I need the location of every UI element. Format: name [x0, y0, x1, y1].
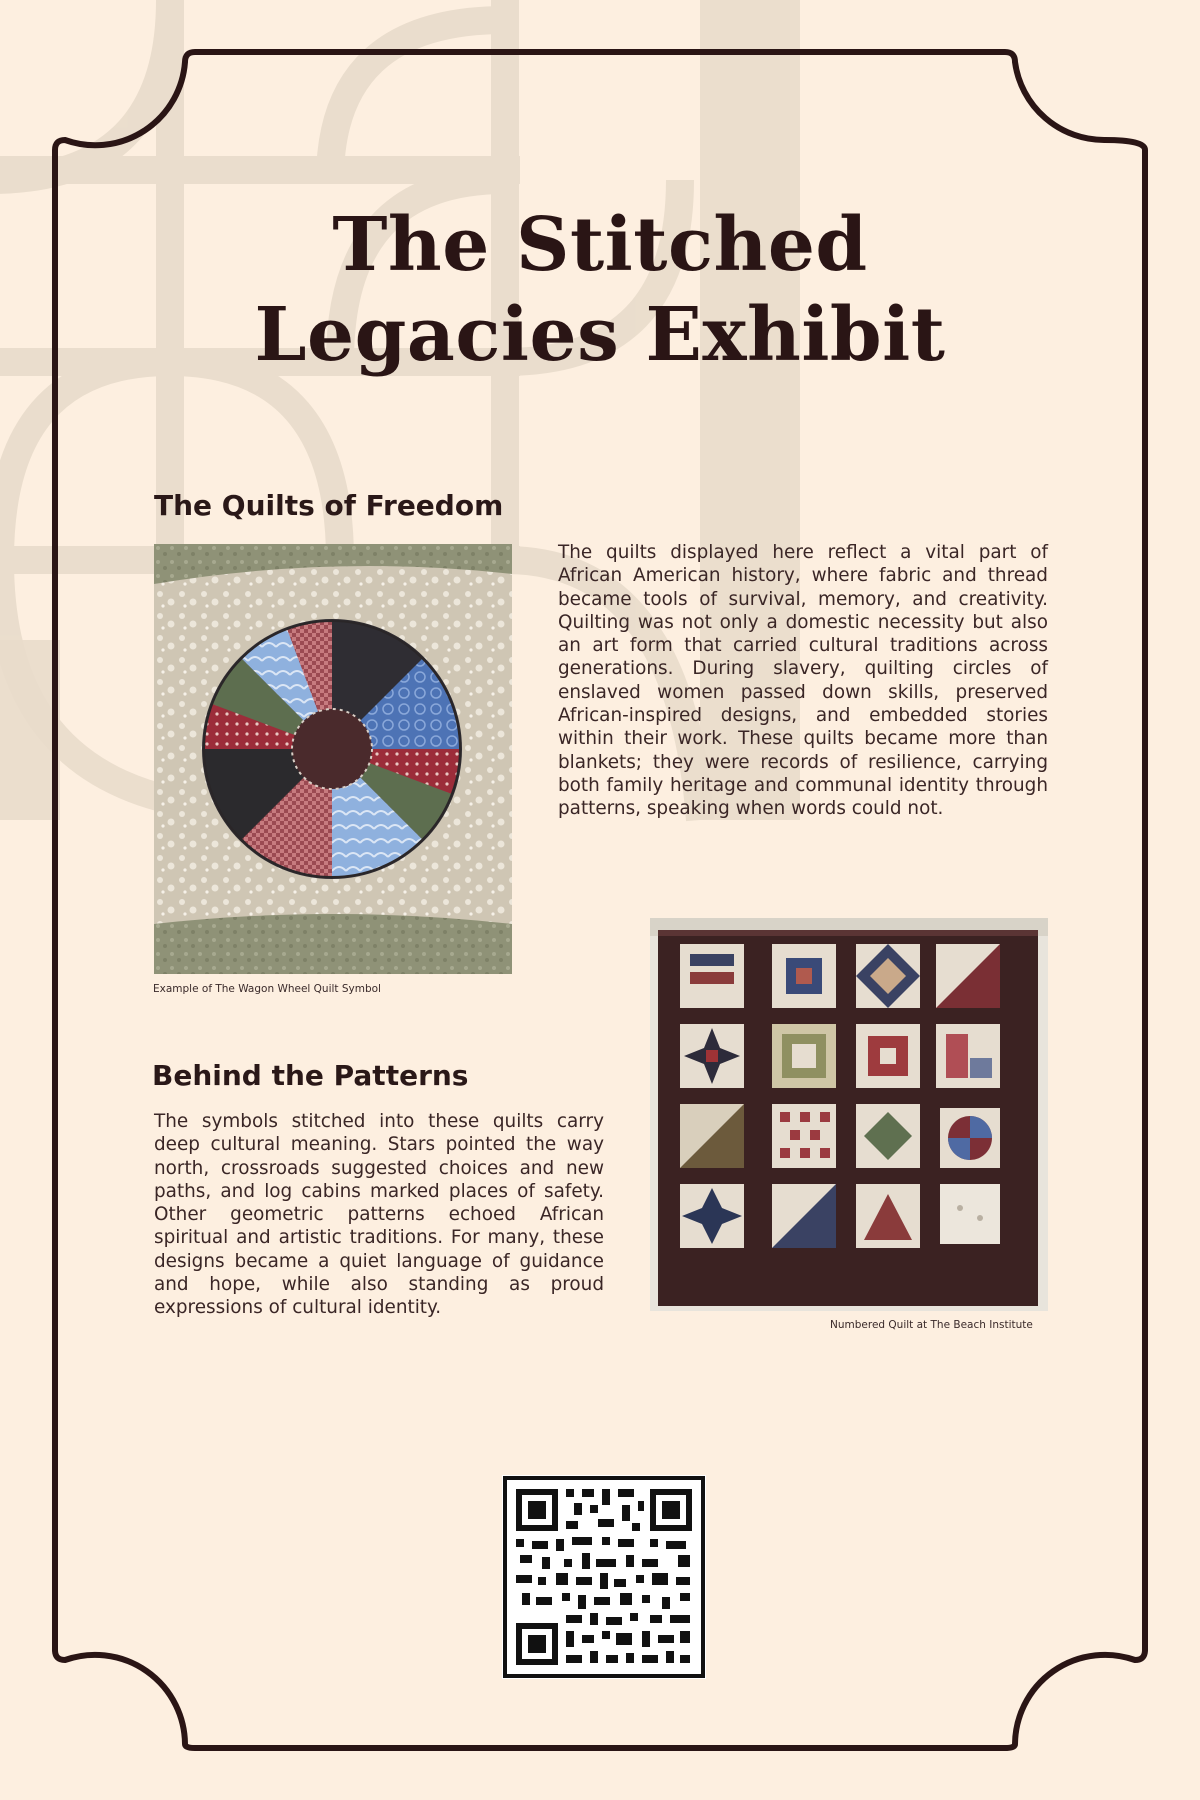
wagon-wheel-quilt-image [154, 544, 512, 974]
section1-body-text: The quilts displayed here reflect a vital part of African American history, where fabric and thread became tools of survival, memory, and creativity. Quilting was not only a domestic necessity but also an art form that carried cultural traditions across generations. During slavery, quilting circles of enslaved women passed down skills, preserved African-inspired designs, and embedded stories within their work. These quilts became more than blankets; they were records of resilience, carrying both family heritage and communal identity through patterns, speaking when words could not. [558, 542, 1048, 820]
section-heading-quilts-of-freedom: The Quilts of Freedom [154, 489, 504, 522]
title-line-2: Legacies Exhibit [254, 292, 946, 378]
wagon-wheel-caption: Example of The Wagon Wheel Quilt Symbol [153, 983, 381, 995]
numbered-quilt-image [650, 918, 1048, 1311]
poster-title [0, 200, 1200, 380]
section-heading-behind-the-patterns: Behind the Patterns [152, 1059, 469, 1092]
numbered-quilt-caption: Numbered Quilt at The Beach Institute [830, 1319, 1033, 1331]
qr-code-icon[interactable] [502, 1475, 706, 1679]
title-line-1: The Stitched [332, 202, 868, 288]
section2-body-text: The symbols stitched into these quilts carry deep cultural meaning. Stars pointed the way north, crossroads suggested choices and new paths, and log cabins marked places of safety. Other geometric patterns echoed African spiritual and artistic traditions. For many, these designs became a quiet language of guidance and hope, while also standing as proud expressions of cultural identity. [154, 1111, 604, 1319]
